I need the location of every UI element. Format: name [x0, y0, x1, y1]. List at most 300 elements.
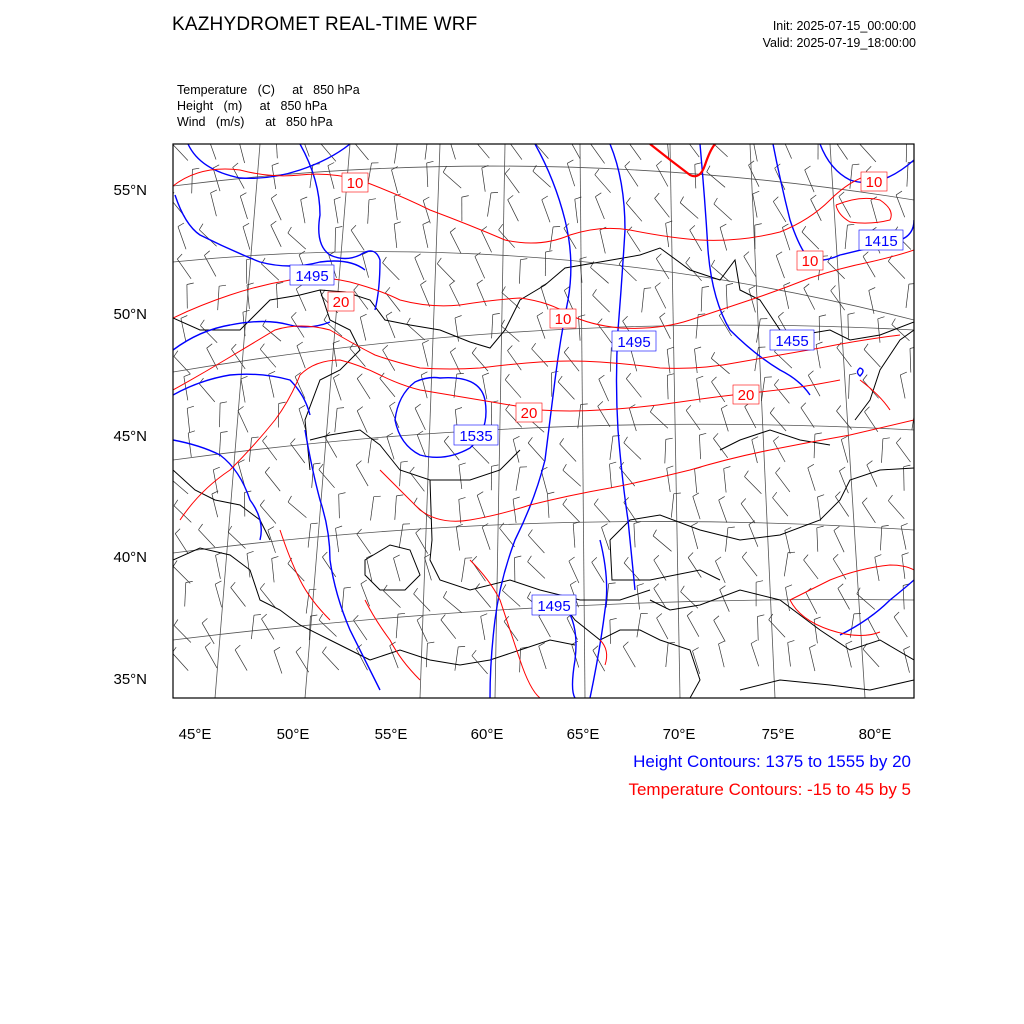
wind-barb-flag [624, 437, 628, 443]
wind-barb [878, 319, 880, 343]
height-label [770, 330, 814, 350]
wind-barb [667, 375, 668, 399]
wind-barb [265, 472, 280, 491]
wind-barb-flag [591, 139, 596, 144]
wind-barb [769, 620, 785, 638]
wind-barb-flag [239, 137, 245, 140]
wind-barb [443, 597, 461, 612]
wind-barb-flag [883, 438, 890, 439]
wind-barb [220, 403, 221, 427]
wind-barb [600, 230, 605, 253]
wind-barb [624, 443, 641, 460]
wind-barb [360, 317, 366, 340]
wind-barb-flag [288, 227, 292, 233]
wind-barb [841, 440, 848, 463]
wind-barb-flag [260, 583, 265, 588]
wind-barb [773, 498, 788, 516]
wind-barb-flag [528, 556, 532, 562]
wind-barb-flag [449, 133, 455, 136]
wind-barb-flag [815, 433, 822, 434]
wind-barb-flag [386, 287, 391, 292]
wind-barb-flag [667, 347, 674, 349]
wind-barb [296, 289, 306, 311]
wind-barb [809, 648, 815, 671]
wind-barb-flag [386, 312, 392, 316]
wind-barb [788, 643, 791, 667]
wind-barb [745, 477, 762, 494]
wind-barb [906, 284, 909, 308]
wind-barb [667, 349, 670, 373]
wind-barb [296, 652, 309, 672]
wind-barb-flag [567, 160, 573, 163]
lon-label: 45°E [178, 726, 212, 743]
wind-barb [693, 651, 700, 674]
wind-barb [437, 264, 454, 281]
wind-barb-flag [423, 222, 429, 225]
wind-barb-flag [785, 527, 791, 530]
wind-barb [263, 441, 277, 460]
svg-text:1495: 1495 [617, 334, 651, 351]
wind-barb [654, 588, 667, 608]
wind-barb [508, 200, 519, 222]
wind-barb [216, 555, 221, 579]
wind-barb [474, 140, 489, 158]
wind-barb-flag [272, 556, 279, 558]
wind-barb [838, 588, 850, 609]
wind-barb-flag [811, 195, 817, 199]
wind-barb [528, 562, 545, 579]
wind-barb-flag [752, 437, 758, 440]
wind-barb-flag [819, 315, 826, 317]
wind-barb-flag [508, 135, 513, 140]
wind-barb-flag [714, 198, 718, 204]
wind-barb [513, 439, 519, 462]
wind-barb [806, 592, 817, 613]
wind-barb-flag [818, 495, 825, 497]
wind-barb [192, 169, 193, 193]
wind-barb [475, 257, 485, 279]
wind-barb-flag [537, 312, 543, 316]
wind-barb [501, 326, 519, 342]
wind-barb-flag [626, 198, 630, 204]
wind-barb [894, 617, 907, 637]
wind-barb [578, 405, 581, 429]
wind-barb [450, 285, 461, 307]
wind-barb-flag [690, 225, 695, 230]
wind-barb-flag [695, 163, 702, 165]
wind-barb [246, 260, 247, 284]
wind-barb-flag [650, 406, 654, 412]
wind-barb [776, 256, 784, 279]
lon-label: 60°E [470, 726, 504, 743]
wind-barb-flag [443, 591, 446, 597]
wind-barb [550, 227, 553, 251]
wind-barb [462, 558, 466, 582]
wind-barb-flag [634, 522, 641, 524]
wind-barb-flag [268, 527, 274, 531]
wind-barb-flag [699, 433, 706, 435]
wind-barb-flag [252, 437, 259, 438]
temperature-label [342, 173, 368, 192]
wind-barb-flag [688, 553, 693, 558]
wind-barb-flag [838, 584, 843, 589]
svg-text:20: 20 [520, 405, 538, 422]
wind-barb-flag [220, 402, 227, 403]
wind-barb [802, 232, 819, 249]
wind-barb [322, 652, 338, 670]
wind-barb [271, 198, 281, 220]
wind-barb [685, 138, 699, 157]
wind-barb-flag [773, 492, 777, 498]
wind-barb [786, 587, 790, 611]
wind-barb-flag [532, 343, 536, 349]
wind-barb [219, 433, 220, 457]
wind-barb [475, 589, 490, 608]
wind-barb-flag [788, 640, 795, 642]
wind-barb [814, 434, 815, 458]
wind-barb-flag [421, 372, 427, 375]
wind-barb [394, 558, 401, 581]
wind-barb [251, 615, 254, 639]
wind-barb-flag [174, 620, 178, 626]
wind-barb-flag [610, 618, 617, 620]
wind-barb [208, 137, 216, 160]
svg-text:10: 10 [346, 175, 364, 192]
wind-barb [243, 227, 250, 250]
wind-barb-flag [369, 199, 376, 200]
wind-barb [817, 528, 818, 552]
wind-barb [653, 536, 671, 552]
wind-barb-flag [894, 612, 899, 617]
wind-barb [308, 524, 311, 548]
wind-barb-flag [173, 561, 177, 567]
wind-barb-flag [279, 402, 286, 403]
wind-barb [508, 140, 522, 159]
wind-barb [719, 316, 731, 337]
wind-barb [634, 524, 635, 548]
wind-barb [665, 439, 666, 463]
wind-barb-flag [719, 641, 725, 644]
wind-barb [573, 524, 575, 548]
wind-barb [625, 166, 638, 186]
wind-barb-flag [833, 554, 838, 559]
wind-barb-flag [415, 254, 421, 258]
wind-barb [387, 436, 394, 459]
wind-barb [238, 463, 244, 486]
wind-barb [808, 468, 815, 491]
wind-barb [394, 140, 397, 164]
wind-barb-flag [869, 288, 875, 291]
wind-barb [548, 494, 550, 518]
wind-barb [719, 644, 725, 667]
wind-barb-flag [776, 468, 781, 473]
wind-barb-flag [546, 251, 553, 252]
wind-barb [656, 259, 669, 279]
wind-barb [357, 534, 371, 554]
wind-barb-flag [784, 283, 790, 286]
wind-barb [834, 531, 844, 553]
wind-barb [333, 378, 341, 401]
wind-barb-flag [213, 165, 219, 168]
wind-barb-flag [477, 280, 483, 284]
wind-barb [272, 559, 274, 583]
wind-barb-flag [322, 552, 327, 557]
wind-barb-flag [602, 524, 608, 528]
wind-barb [904, 467, 905, 491]
wind-barb-flag [457, 373, 464, 374]
wind-barb-flag [263, 320, 266, 326]
wind-barb-flag [770, 407, 774, 413]
wind-barb-flag [714, 616, 719, 621]
wind-barb [188, 433, 191, 457]
wind-barb-flag [505, 168, 510, 173]
wind-barb-flag [786, 585, 793, 588]
height-label [612, 331, 656, 351]
wind-barb [671, 494, 674, 518]
wind-barb-flag [839, 192, 844, 197]
wind-barb [906, 138, 907, 162]
wind-barb [591, 144, 605, 164]
wind-barb [455, 647, 458, 671]
wind-barb [513, 499, 516, 523]
wind-barb [502, 591, 520, 607]
wind-barb [560, 444, 576, 462]
wind-barb-flag [336, 227, 343, 228]
wind-barb [594, 504, 610, 522]
wind-barb [354, 620, 368, 640]
wind-barb-flag [774, 379, 779, 385]
wind-barb [888, 261, 905, 278]
svg-text:20: 20 [737, 387, 755, 404]
wind-barb-flag [814, 617, 821, 619]
wind-barb [399, 524, 403, 548]
wind-barb-flag [361, 580, 367, 584]
wind-barb-flag [594, 499, 598, 505]
wind-barb-flag [805, 166, 811, 170]
wind-barb [532, 349, 548, 367]
wind-barb [392, 170, 398, 193]
wind-barb [202, 623, 214, 644]
wind-barb-flag [309, 589, 316, 590]
wind-barb-flag [776, 252, 782, 256]
wind-barb-flag [319, 464, 323, 470]
wind-barb-flag [839, 467, 845, 471]
wind-barb-flag [892, 319, 896, 325]
wind-barb-flag [552, 371, 559, 373]
wind-barb-flag [492, 465, 499, 466]
wind-barb [410, 472, 425, 491]
wind-barb-flag [741, 499, 746, 504]
wind-barb [334, 200, 338, 224]
wind-barb [504, 621, 518, 641]
height-label [290, 265, 334, 285]
svg-text:10: 10 [554, 311, 572, 328]
wind-barb-flag [804, 555, 809, 560]
wind-barb [422, 343, 428, 366]
wind-barb-flag [644, 288, 651, 289]
wind-barb [782, 137, 792, 159]
country-borders [173, 248, 914, 698]
wind-barb [539, 616, 551, 637]
lat-label: 55°N [113, 182, 147, 199]
wind-barb-flag [394, 555, 400, 558]
wind-barb [319, 470, 335, 488]
wind-barb [680, 203, 698, 219]
wind-barb-flag [623, 642, 628, 647]
wind-barb-flag [450, 228, 455, 232]
wind-barb [414, 594, 431, 611]
wind-barb-flag [204, 251, 209, 256]
wind-barb-flag [265, 467, 269, 472]
wind-barb-flag [417, 616, 423, 620]
wind-barb-flag [681, 586, 685, 592]
wind-barb [666, 643, 668, 667]
wind-barb [383, 591, 400, 608]
wind-barb-flag [199, 224, 203, 230]
wind-barb [575, 199, 578, 223]
wind-barb-flag [401, 461, 408, 462]
wind-barb-flag [177, 254, 182, 259]
wind-barb-flag [271, 221, 277, 225]
wind-barb-flag [656, 161, 661, 166]
wind-barb-flag [291, 312, 296, 317]
wind-barb [626, 379, 641, 398]
wind-barb [770, 413, 786, 431]
wind-barb [261, 264, 279, 280]
wind-barb [785, 530, 790, 553]
wind-barb-flag [749, 286, 755, 289]
wind-barb-flag [337, 408, 344, 409]
wind-barb [450, 232, 461, 253]
wind-barb-flag [200, 320, 204, 326]
svg-text:10: 10 [865, 174, 883, 191]
wind-barb-flag [542, 196, 548, 200]
wind-barb-flag [458, 646, 465, 647]
lat-label: 40°N [113, 549, 147, 566]
wind-barb-flag [834, 526, 840, 530]
wind-barb [637, 586, 640, 610]
wind-barb [610, 348, 611, 372]
wind-barb [357, 411, 367, 433]
wind-barb-flag [745, 471, 749, 477]
wind-barb [749, 289, 756, 312]
wind-barb [260, 505, 276, 523]
wind-barb-flag [878, 317, 885, 319]
wind-barb [274, 651, 282, 674]
wind-barb [443, 172, 461, 188]
wind-barb [712, 382, 725, 402]
wind-barb [235, 650, 247, 671]
wind-barb-flag [187, 283, 194, 285]
wind-barb [239, 140, 245, 163]
wind-barb [666, 223, 669, 247]
wind-barb-flag [260, 344, 264, 350]
wind-barb-flag [351, 225, 356, 230]
wind-barb-flag [508, 346, 513, 351]
wind-barb-flag [564, 347, 569, 352]
wind-barb-flag [320, 138, 324, 144]
wind-barb-flag [175, 529, 180, 534]
wind-barb [623, 647, 635, 668]
wind-barb [231, 588, 246, 607]
wind-barb [714, 204, 732, 220]
wind-barb-flag [818, 134, 825, 135]
wind-barb [758, 617, 759, 641]
wind-barb-flag [654, 555, 659, 560]
wind-barb [400, 462, 401, 486]
wind-barb-flag [655, 283, 661, 287]
wind-barb-flag [719, 496, 725, 500]
wind-barb [630, 348, 636, 371]
wind-barb [655, 287, 666, 308]
height-contour-legend: Height Contours: 1375 to 1555 by 20 [633, 752, 911, 771]
wind-barb-flag [837, 406, 841, 412]
wind-barb [880, 526, 881, 550]
wind-barb-flag [353, 136, 357, 142]
wind-barb-flag [773, 197, 778, 202]
wind-barb [801, 408, 814, 428]
wind-barb-flag [778, 312, 783, 317]
wind-barb [425, 136, 428, 160]
wind-barb-flag [241, 376, 248, 379]
wind-barb-flag [360, 314, 366, 317]
wind-barb [667, 468, 671, 492]
wind-barb-flag [263, 436, 268, 441]
wind-barb-flag [455, 316, 462, 318]
wind-barb [686, 263, 702, 281]
wind-barb [753, 138, 758, 162]
wind-barb [900, 375, 905, 399]
wind-barb-flag [756, 581, 763, 583]
wind-barb-flag [680, 197, 683, 203]
height-label [532, 595, 576, 615]
svg-text:1495: 1495 [537, 598, 571, 615]
wind-barb-flag [459, 463, 466, 465]
wind-barb-flag [276, 133, 283, 135]
wind-barb [863, 256, 875, 277]
wind-barb-flag [758, 615, 765, 617]
wind-barb-flag [593, 289, 597, 295]
wind-barb [539, 646, 547, 669]
wind-barb-flag [254, 615, 261, 616]
wind-barb-flag [324, 314, 328, 320]
wind-barb-flag [174, 500, 178, 506]
wind-barb [848, 314, 849, 338]
wind-barb [655, 198, 670, 217]
wind-barb-flag [721, 405, 727, 408]
wind-barb [592, 562, 605, 582]
wind-barb [175, 534, 188, 554]
wind-barb-flag [319, 614, 323, 620]
wind-barb-flag [875, 555, 882, 558]
wind-barb-flag [272, 163, 279, 165]
wind-barb-flag [720, 586, 726, 590]
wind-barb-flag [414, 588, 418, 594]
wind-barb [690, 230, 702, 251]
wind-barb [742, 557, 757, 576]
wind-barb-flag [863, 252, 868, 257]
wind-barb [492, 315, 493, 339]
wind-barb [888, 501, 904, 519]
wind-barb [395, 496, 397, 520]
wind-barb-flag [627, 227, 632, 232]
wind-barb [362, 255, 368, 278]
wind-barb-flag [398, 613, 405, 614]
wind-barb-flag [623, 316, 628, 321]
wind-barb-flag [208, 133, 214, 137]
wind-barb [667, 135, 669, 159]
wind-barb [333, 343, 337, 367]
